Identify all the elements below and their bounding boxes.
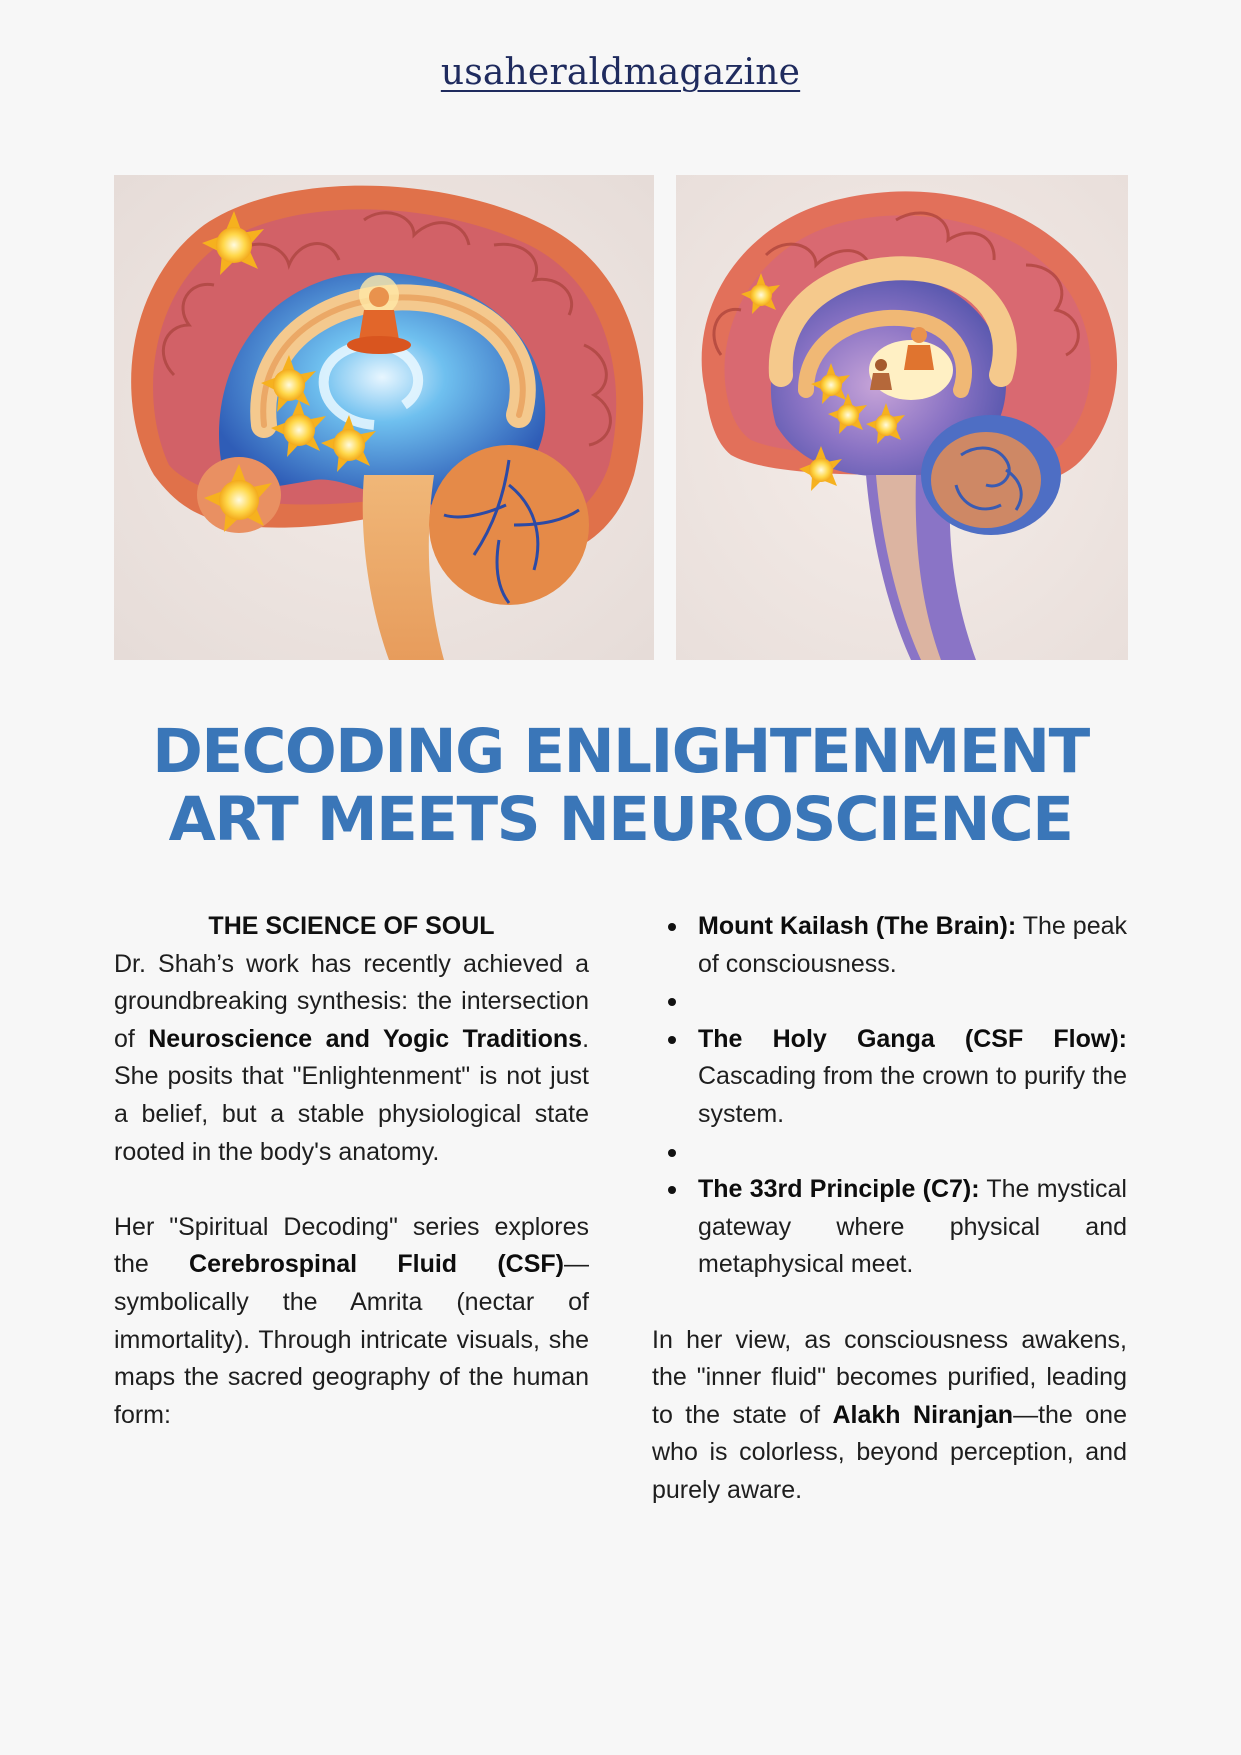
- brain-artwork-right: [676, 175, 1128, 660]
- list-item-term: The Holy Ganga (CSF Flow):: [698, 1024, 1127, 1053]
- series-text-end: —symbolically the Amrita (nectar of immortality). Through intricate visuals, she maps the sacred geography of the human form:: [114, 1250, 589, 1429]
- closing-text-end: —the one who is colorless, beyond perception, and purely aware.: [652, 1400, 1127, 1504]
- series-text-start: Her "Spiritual Decoding" series explores the: [114, 1212, 589, 1279]
- series-bold-phrase: Cerebrospinal Fluid (CSF): [189, 1250, 564, 1279]
- brain-painting-right-image: [676, 175, 1128, 660]
- intro-bold-phrase: Neuroscience and Yogic Traditions: [148, 1024, 583, 1053]
- list-item: [652, 908, 1127, 983]
- list-item-text: The peak of consciousness.: [698, 912, 1127, 978]
- article-headline: [0, 718, 1241, 854]
- masthead: [0, 52, 1241, 93]
- right-column: [652, 908, 1127, 1510]
- intro-text-start: Dr. Shah’s work has recently achieved a groundbreaking synthesis: the intersection of: [114, 949, 589, 1053]
- brain-artwork-left: [114, 175, 654, 660]
- intro-paragraph: [114, 946, 589, 1172]
- list-item-text: The mystical gateway where physical and metaphysical meet.: [698, 1175, 1127, 1279]
- closing-bold-phrase: Alakh Niranjan: [832, 1400, 1014, 1429]
- site-name-link[interactable]: usaheraldmagazine: [440, 52, 801, 93]
- paragraph-spacer: [114, 1171, 589, 1209]
- intro-text-end: . She posits that "Enlightenment" is not just a belief, but a stable physiological state rooted in the body's anatomy.: [114, 1024, 590, 1166]
- headline-line-1: DECODING ENLIGHTENMENT: [152, 716, 1089, 787]
- list-item-term: Mount Kailash (The Brain):: [698, 912, 1017, 940]
- left-column: [114, 908, 589, 1434]
- list-item-term: The 33rd Principle (C7):: [698, 1175, 980, 1204]
- closing-text-start: In her view, as consciousness awakens, the "inner fluid" becomes purified, leading to the state of: [652, 1325, 1127, 1429]
- section-subheading: THE SCIENCE OF SOUL: [208, 912, 495, 940]
- brain-painting-left-image: [114, 175, 654, 660]
- list-item-empty: [652, 1134, 1127, 1172]
- list-item: [652, 1021, 1127, 1134]
- list-item: [652, 1171, 1127, 1284]
- list-item-empty: [652, 983, 1127, 1021]
- sacred-geography-list: [652, 908, 1127, 1284]
- paragraph-spacer: [652, 1284, 1127, 1322]
- headline-line-2: ART MEETS NEUROSCIENCE: [168, 784, 1073, 855]
- list-item-text: Cascading from the crown to purify the system.: [698, 1062, 1127, 1128]
- series-paragraph: [114, 1209, 589, 1435]
- closing-paragraph: [652, 1322, 1127, 1510]
